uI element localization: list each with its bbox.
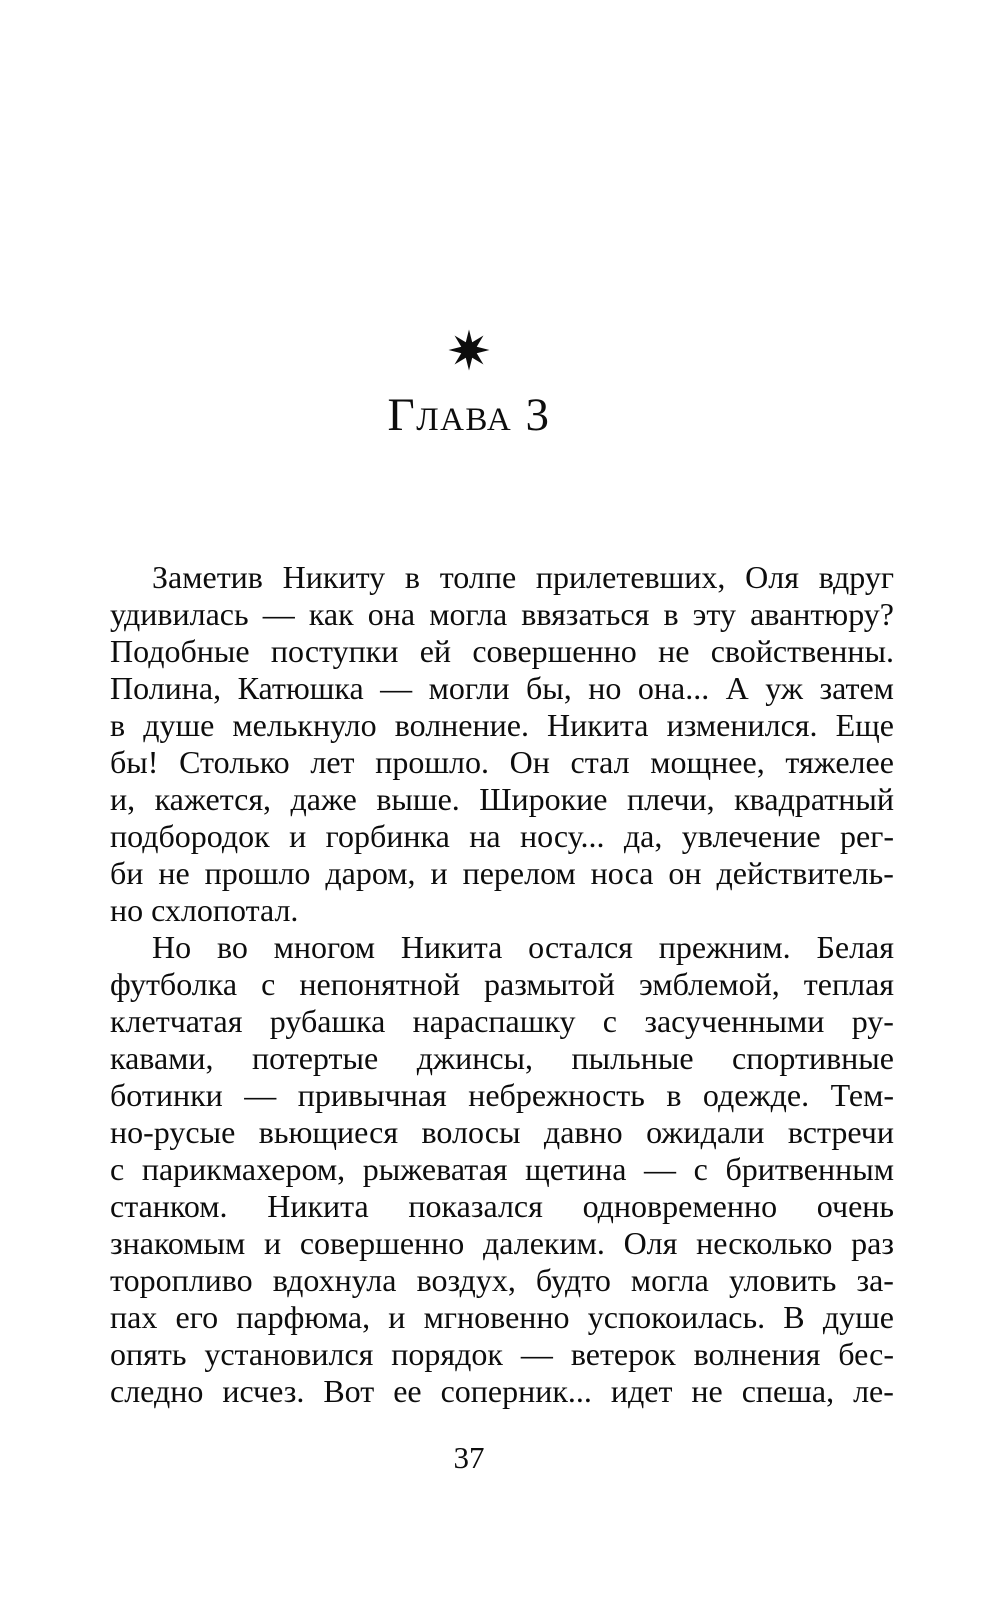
word: свойственны. — [710, 633, 894, 669]
word: показался — [408, 1188, 543, 1224]
word: спортивные — [732, 1040, 894, 1076]
word: бы! — [110, 744, 159, 780]
word: размытой — [484, 966, 615, 1002]
word: он — [668, 855, 702, 891]
word: прошло. — [375, 744, 489, 780]
text-line — [110, 633, 894, 670]
word: ей — [419, 633, 452, 669]
word: волнения — [693, 1336, 821, 1372]
text-line — [110, 559, 894, 596]
word: Катюшка — [237, 670, 364, 706]
text-line — [110, 1299, 894, 1336]
word: бы, — [525, 670, 572, 706]
word: подбородок — [110, 818, 270, 854]
word: уж — [765, 670, 803, 706]
word: поступки — [270, 633, 399, 669]
word: рубашка — [269, 1003, 386, 1039]
word: пыльные — [571, 1040, 694, 1076]
word: Оля — [745, 559, 799, 595]
text-line — [110, 1373, 894, 1410]
word: на — [469, 818, 501, 854]
word: одежде. — [702, 1077, 810, 1113]
word: мгновенно — [423, 1299, 570, 1335]
word: выше. — [376, 781, 460, 817]
word: душе — [822, 1299, 894, 1335]
word: тяжелее — [785, 744, 894, 780]
word: лет — [310, 744, 355, 780]
word: Еще — [835, 707, 894, 743]
text-line — [110, 707, 894, 744]
word: вдруг — [818, 559, 894, 595]
word: действитель- — [716, 855, 894, 891]
word: могла — [429, 596, 508, 632]
word: джинсы, — [416, 1040, 534, 1076]
word: но — [588, 670, 622, 706]
word: — — [644, 1151, 677, 1187]
word: толпе — [439, 559, 517, 595]
word: Тем- — [830, 1077, 894, 1113]
word: прилетевших, — [535, 559, 726, 595]
word: затем — [819, 670, 894, 706]
text-line: но схлопотал. — [110, 892, 299, 928]
text-line — [110, 1114, 894, 1151]
word: она... — [637, 670, 710, 706]
body-text — [110, 559, 894, 1410]
word: с — [602, 1003, 617, 1039]
word: Никита — [267, 1188, 369, 1224]
word: Широкие — [479, 781, 608, 817]
word: душе — [143, 707, 215, 743]
word: успокоилась. — [587, 1299, 766, 1335]
word: ру- — [851, 1003, 894, 1039]
word: порядок — [391, 1336, 503, 1372]
word: волосы — [421, 1114, 521, 1150]
word: пах — [110, 1299, 158, 1335]
word: бес- — [838, 1336, 894, 1372]
word: его — [175, 1299, 219, 1335]
word: с — [261, 966, 276, 1002]
word: в — [404, 559, 420, 595]
word: увлечение — [681, 818, 821, 854]
text-line — [110, 966, 894, 1003]
word: Но — [152, 929, 192, 965]
word: несколько — [696, 1225, 833, 1261]
text-line — [110, 818, 894, 855]
word: бритвенным — [725, 1151, 894, 1187]
text-line — [110, 596, 894, 633]
word: эмблемой, — [638, 966, 780, 1002]
word: даже — [290, 781, 357, 817]
word: не — [658, 633, 690, 669]
word: но-русые — [110, 1114, 236, 1150]
word: Вот — [323, 1373, 375, 1409]
word: и, — [110, 781, 136, 817]
word: — — [380, 670, 413, 706]
text-line — [110, 781, 894, 818]
word: би — [110, 855, 144, 891]
word: ботинки — [110, 1077, 223, 1113]
word: кажется, — [154, 781, 272, 817]
word: торопливо — [110, 1262, 253, 1298]
word: опять — [110, 1336, 187, 1372]
word: и — [289, 818, 307, 854]
word: парикмахером, — [141, 1151, 346, 1187]
word: в — [663, 596, 679, 632]
word: удивилась — [110, 596, 249, 632]
word: остался — [528, 929, 633, 965]
word: засученными — [644, 1003, 825, 1039]
word: мелькнуло — [232, 707, 377, 743]
word: Никита — [547, 707, 649, 743]
word: многом — [273, 929, 375, 965]
word: прежним. — [658, 929, 791, 965]
word: могла — [630, 1262, 709, 1298]
word: в — [666, 1077, 682, 1113]
word: мощнее, — [650, 744, 765, 780]
word: и — [264, 1225, 282, 1261]
word: ле- — [853, 1373, 894, 1409]
word: стал — [570, 744, 630, 780]
word: давно — [543, 1114, 623, 1150]
word: одновременно — [582, 1188, 778, 1224]
word: даром, — [325, 855, 416, 891]
word: Никиту — [282, 559, 386, 595]
word: кавами, — [110, 1040, 214, 1076]
word: рыжеватая — [362, 1151, 508, 1187]
word: носу... — [519, 818, 605, 854]
word: вдохнула — [272, 1262, 397, 1298]
word: волнение. — [394, 707, 529, 743]
word: раз — [851, 1225, 894, 1261]
word: Белая — [816, 929, 894, 965]
text-line — [110, 855, 894, 892]
word: спеша, — [741, 1373, 835, 1409]
word: квадратный — [734, 781, 894, 817]
word: ветерок — [570, 1336, 676, 1372]
word: во — [216, 929, 248, 965]
word: Заметив — [152, 559, 263, 595]
word: знакомым — [110, 1225, 246, 1261]
word: уловить — [728, 1262, 837, 1298]
word: с — [693, 1151, 708, 1187]
word: совершенно — [299, 1225, 465, 1261]
word: эту — [692, 596, 736, 632]
word: и — [430, 855, 448, 891]
word: плечи, — [626, 781, 715, 817]
word: клетчатая — [110, 1003, 243, 1039]
word: с — [110, 1151, 125, 1187]
word: исчез. — [222, 1373, 305, 1409]
word: Подобные — [110, 633, 250, 669]
word: совершенно — [472, 633, 637, 669]
word: — — [262, 596, 295, 632]
word: потертые — [252, 1040, 379, 1076]
word: теплая — [803, 966, 894, 1002]
word: могли — [428, 670, 510, 706]
word: очень — [816, 1188, 894, 1224]
word: горбинка — [325, 818, 450, 854]
word: В — [783, 1299, 805, 1335]
word: соперник... — [440, 1373, 592, 1409]
word: ввязаться — [521, 596, 650, 632]
chapter-ornament — [77, 329, 861, 371]
word: как — [308, 596, 354, 632]
word: да, — [623, 818, 663, 854]
word: непонятной — [299, 966, 460, 1002]
word: не — [691, 1373, 723, 1409]
word: не — [158, 855, 190, 891]
text-line — [110, 1151, 894, 1188]
word: носа — [590, 855, 654, 891]
word: воздух, — [416, 1262, 516, 1298]
word: ожидали — [646, 1114, 765, 1150]
word: парфюма, — [236, 1299, 371, 1335]
word: Столько — [179, 744, 290, 780]
word: — — [520, 1336, 553, 1372]
text-line — [110, 929, 894, 966]
eight-pointed-star-icon — [448, 329, 490, 371]
word: перелом — [462, 855, 576, 891]
word: будто — [535, 1262, 611, 1298]
word: А — [725, 670, 749, 706]
word: за- — [856, 1262, 894, 1298]
word: Никита — [400, 929, 503, 965]
text-line — [110, 1225, 894, 1262]
word: футболка — [110, 966, 238, 1002]
text-line — [110, 1077, 894, 1114]
word: — — [244, 1077, 277, 1113]
text-line — [110, 1188, 894, 1225]
text-line — [110, 1003, 894, 1040]
word: и — [388, 1299, 406, 1335]
word: она — [367, 596, 416, 632]
text-line — [110, 670, 894, 707]
chapter-title: Глава 3 — [387, 389, 551, 441]
word: следно — [110, 1373, 204, 1409]
word: авантюру? — [750, 596, 894, 632]
word: Он — [509, 744, 550, 780]
text-line — [110, 744, 894, 781]
text-line — [110, 1040, 894, 1077]
word: станком. — [110, 1188, 228, 1224]
word: далеким. — [482, 1225, 605, 1261]
text-line — [110, 1262, 894, 1299]
word: в — [110, 707, 126, 743]
word: Оля — [623, 1225, 678, 1261]
word: вьющиеся — [258, 1114, 399, 1150]
word: небрежность — [468, 1077, 645, 1113]
word: щетина — [525, 1151, 627, 1187]
word: рег- — [840, 818, 894, 854]
word: привычная — [297, 1077, 447, 1113]
text-line — [110, 1336, 894, 1373]
page-number: 37 — [453, 1440, 485, 1475]
word: нараспашку — [412, 1003, 576, 1039]
word: прошло — [204, 855, 311, 891]
word: изменился. — [666, 707, 818, 743]
word: идет — [610, 1373, 673, 1409]
word: ее — [393, 1373, 422, 1409]
word: Полина, — [110, 670, 222, 706]
word: встречи — [787, 1114, 894, 1150]
word: установился — [204, 1336, 374, 1372]
